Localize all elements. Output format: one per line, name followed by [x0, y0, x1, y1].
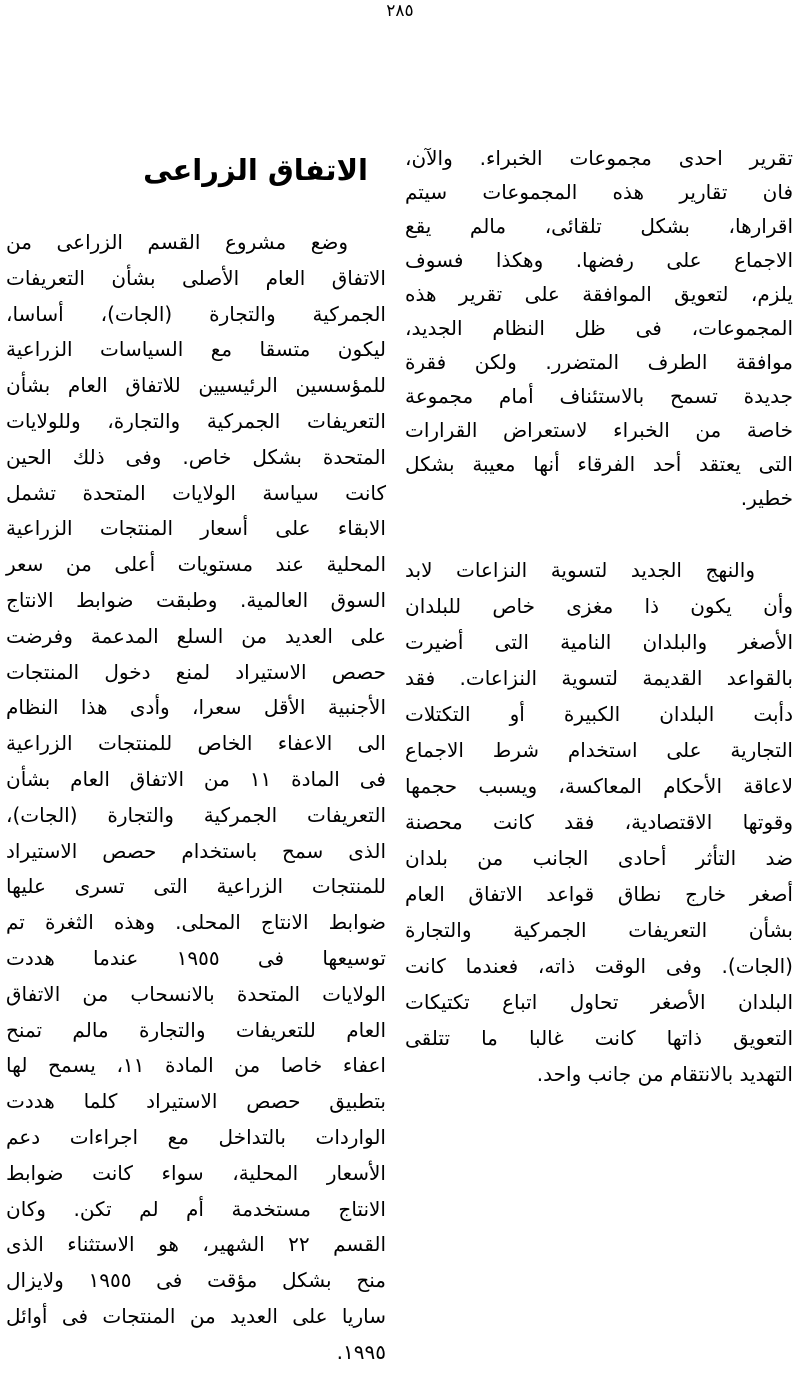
text-line: الأصغر والبلدان النامية التى أضيرت [405, 630, 793, 654]
text-line: الأجنبية الأقل سعرا، وأدى هذا النظام [6, 695, 386, 720]
text-line: اعفاء خاصا من المادة ١١، يسمح لها [6, 1053, 386, 1078]
text-line: خطير. [740, 486, 793, 510]
text-line: فان تقارير هذه المجموعات سيتم [405, 180, 793, 204]
text-line: والنهج الجديد لتسوية النزاعات لابد [405, 558, 755, 582]
text-line: ضد التأثر أحادى الجانب من بلدان [405, 846, 793, 870]
text-line: موافقة الطرف المتضرر. ولكن فقرة [405, 350, 793, 374]
text-line: ١٩٩٥. [336, 1339, 386, 1364]
text-line: الاتفاق العام الأصلى بشأن التعريفات [6, 265, 386, 290]
paragraph-agriculture [6, 225, 386, 1371]
text-line: التعويق ذاتها كانت غالبا ما تتلقى [405, 1026, 793, 1050]
text-line: المتحدة بشكل خاص. وفى ذلك الحين [6, 444, 386, 469]
text-line: اقرارها، بشكل تلقائى، مالم يقع [405, 214, 793, 238]
text-line: منح بشكل مؤقت فى ١٩٥٥ ولايزال [6, 1268, 386, 1293]
text-line: وضع مشروع القسم الزراعى من [6, 230, 348, 254]
text-line: الاجماع على رفضها. وهكذا فسوف [405, 248, 793, 272]
text-line: (الجات). وفى الوقت ذاته، فعندما كانت [405, 954, 793, 978]
text-line: ضوابط الانتاج المحلى. وهذه الثغرة تم [6, 910, 386, 935]
page-number: ٢٨٥ [386, 1, 414, 21]
text-line: التهديد بالانتقام من جانب واحد. [536, 1062, 793, 1086]
text-line: المجموعات، فى ظل النظام الجديد، [405, 316, 793, 340]
text-line: وقوتها الاقتصادية، فقد كانت محصنة [405, 810, 793, 834]
text-line: الولايات المتحدة بالانسحاب من الاتفاق [6, 981, 386, 1006]
text-line: ساريا على العديد من المنتجات فى أوائل [6, 1303, 386, 1328]
text-line: كانت سياسة الولايات المتحدة تشمل [6, 480, 386, 505]
text-line: الواردات بالتداخل مع اجراءات دعم [6, 1124, 386, 1149]
text-line: التى يعتقد أحد الفرقاء أنها معيبة بشكل [405, 452, 793, 476]
text-line: دأبت البلدان الكبيرة أو التكتلات [405, 702, 793, 726]
text-line: على العديد من السلع المدعمة وفرضت [6, 623, 386, 648]
text-line: السوق العالمية. وطبقت ضوابط الانتاج [6, 587, 386, 612]
text-line: القسم ٢٢ الشهير، هو الاستثناء الذى [6, 1232, 386, 1257]
text-line: المحلية عند مستويات أعلى من سعر [6, 552, 386, 577]
text-line: خاصة من الخبراء لاستعراض القرارات [405, 418, 793, 442]
text-line: أصغر خارج نطاق قواعد الاتفاق العام [405, 882, 793, 906]
text-line: الذى سمح باستخدام حصص الاستيراد [6, 838, 386, 863]
text-line: ليكون متسقا مع السياسات الزراعية [6, 337, 386, 362]
paragraph-dispute-settlement [405, 552, 793, 1092]
text-line: العام للتعريفات والتجارة مالم تمنح [6, 1017, 386, 1042]
text-line: الى الاعفاء الخاص للمنتجات الزراعية [6, 731, 386, 756]
text-line: توسيعها فى ١٩٥٥ عندما هددت [6, 945, 386, 970]
section-heading: الاتفاق الزراعى [143, 153, 368, 187]
text-line: التجارية على استخدام شرط الاجماع [405, 738, 793, 762]
text-line: التعريفات الجمركية والتجارة، وللولايات [6, 408, 386, 433]
text-line: بالقواعد القديمة لتسوية النزاعات. فقد [405, 666, 793, 690]
text-line: الأسعار المحلية، سواء كانت ضوابط [6, 1160, 386, 1185]
text-line: البلدان الأصغر تحاول اتباع تكتيكات [405, 990, 793, 1014]
text-line: الابقاء على أسعار المنتجات الزراعية [6, 516, 386, 541]
text-line: حصص الاستيراد لمنع دخول المنتجات [6, 659, 386, 684]
text-line: بتطبيق حصص الاستيراد كلما هددت [6, 1089, 386, 1114]
text-line: يلزم، لتعويق الموافقة على تقرير هذه [405, 282, 793, 306]
text-line: بشأن التعريفات الجمركية والتجارة [405, 918, 793, 942]
text-line: فى المادة ١١ من الاتفاق العام بشأن [6, 766, 386, 791]
text-line: وأن يكون ذا مغزى خاص للبلدان [405, 594, 793, 618]
text-line: لاعاقة الأحكام المعاكسة، ويسبب حجمها [405, 774, 793, 798]
text-line: تقرير احدى مجموعات الخبراء. والآن، [405, 146, 793, 170]
text-line: للمنتجات الزراعية التى تسرى عليها [6, 874, 386, 899]
text-line: التعريفات الجمركية والتجارة (الجات)، [6, 802, 386, 827]
text-line: جديدة تسمح بالاستئناف أمام مجموعة [405, 384, 793, 408]
text-line: الانتاج مستخدمة أم لم تكن. وكان [6, 1196, 386, 1221]
text-line: للمؤسسين الرئيسيين للاتفاق العام بشأن [6, 373, 386, 398]
text-line: الجمركية والتجارة (الجات)، أساسا، [6, 301, 386, 326]
paragraph-continued [405, 141, 793, 515]
